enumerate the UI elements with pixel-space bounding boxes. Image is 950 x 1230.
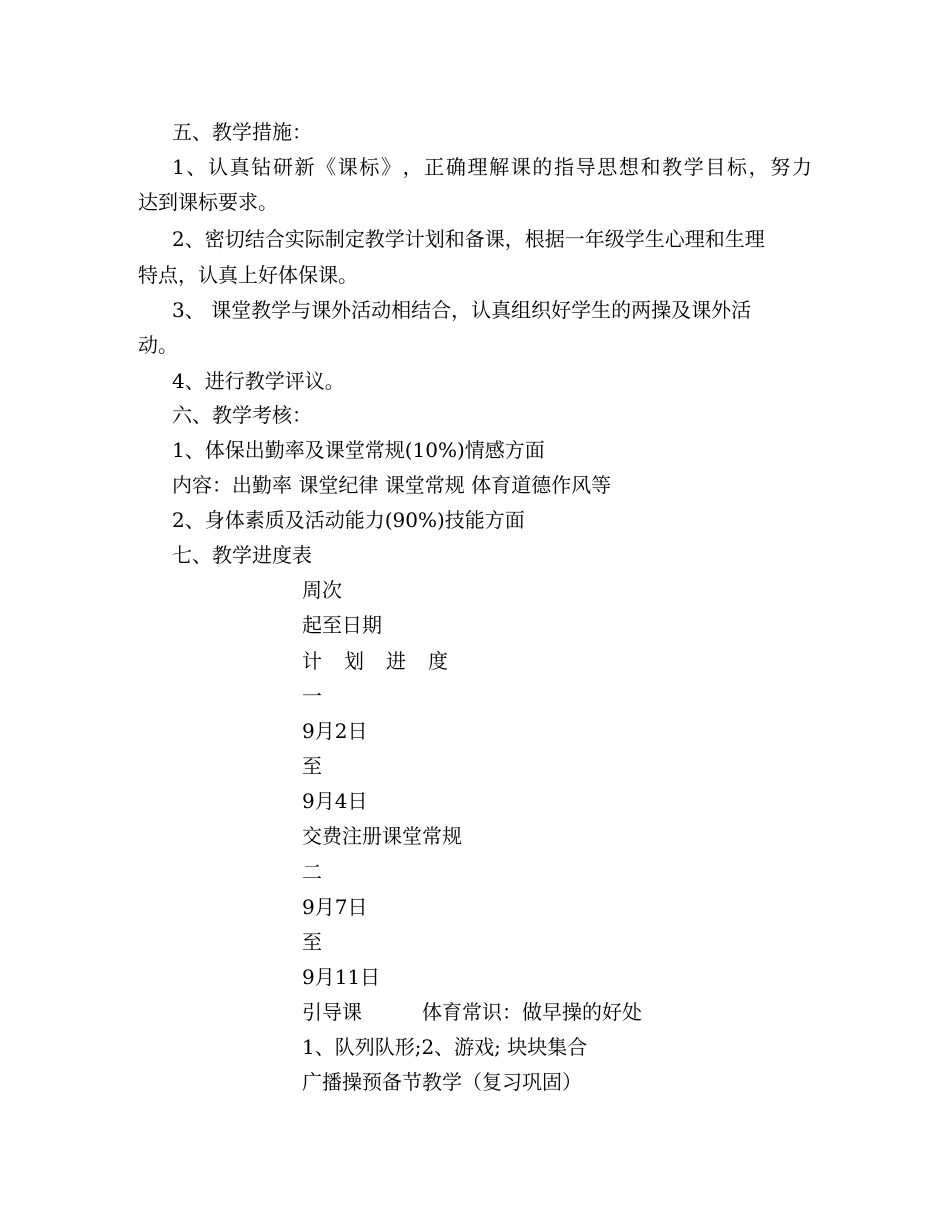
- assessment-content: 内容：出勤率 课堂纪律 课堂常规 体育道德作风等: [172, 473, 612, 497]
- week-1-end-date: 9月4日: [302, 789, 368, 813]
- week-1-start-date: 9月2日: [302, 719, 368, 743]
- week-2-end-date: 9月11日: [302, 965, 381, 989]
- week-2-number: 二: [302, 860, 322, 884]
- week-2-plan-line-2: 1、队列队形;2、游戏; 块块集合: [302, 1035, 588, 1059]
- week-2-start-date: 9月7日: [302, 895, 368, 919]
- assessment-heading: 六、教学考核：: [172, 403, 312, 427]
- measure-3-line-1: 3、 课堂教学与课外活动相结合，认真组织好学生的两操及课外活: [172, 298, 752, 322]
- week-1-number: 一: [302, 684, 322, 708]
- assessment-item-2: 2、身体素质及活动能力(90%)技能方面: [172, 508, 525, 532]
- measure-2-line-1: 2、密切结合实际制定教学计划和备课，根据一年级学生心理和生理: [172, 227, 765, 251]
- measure-4: 4、进行教学评议。: [172, 369, 345, 393]
- measure-1-line-2: 达到课标要求。: [138, 190, 278, 214]
- measures-heading: 五、教学措施：: [172, 120, 312, 144]
- assessment-item-1: 1、体保出勤率及课堂常规(10%)情感方面: [172, 438, 545, 462]
- table-header-week: 周次: [302, 578, 342, 602]
- measure-3-line-2: 动。: [138, 333, 178, 357]
- week-2-to: 至: [302, 930, 322, 954]
- week-1-plan: 交费注册课堂常规: [302, 824, 462, 848]
- week-1-to: 至: [302, 754, 322, 778]
- table-header-dates: 起至日期: [302, 613, 382, 637]
- week-2-plan-line-1: 引导课 体育常识：做早操的好处: [302, 1000, 642, 1024]
- table-header-plan: 计划进度: [302, 649, 470, 673]
- measure-1-line-1: 1 、 认 真 钻 研 新 《 课 标 》 ， 正 确 理 解 课 的 指 导 思 想 和 教 学 目 标 ， 努 力: [172, 155, 812, 179]
- schedule-heading: 七、教学进度表: [172, 543, 312, 567]
- week-2-plan-line-3: 广播操预备节教学（复习巩固）: [302, 1070, 582, 1094]
- measure-2-line-2: 特点，认真上好体保课。: [138, 263, 358, 287]
